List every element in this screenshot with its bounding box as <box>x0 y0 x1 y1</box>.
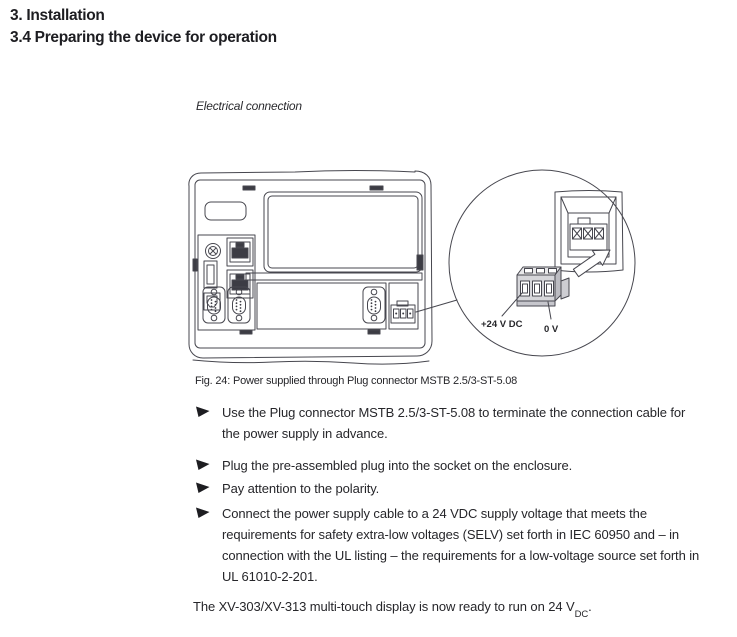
closing-subscript: DC <box>574 608 589 620</box>
ethernet-port-1 <box>227 238 253 266</box>
label-positive-24vdc: +24 V DC <box>481 319 523 330</box>
rear-cover-outer <box>264 192 422 272</box>
zoom-detail-circle <box>449 170 635 356</box>
power-connection-figure <box>185 163 685 365</box>
serial-port-2 <box>228 287 250 323</box>
serial-port-3 <box>363 287 385 323</box>
section-heading-line1: 3. Installation <box>10 7 105 24</box>
step-text: Plug the pre-assembled plug into the socket on the enclosure. <box>222 458 573 473</box>
cover-right-clip <box>417 255 423 270</box>
device-torn-edge <box>193 360 429 364</box>
rear-cover-inner <box>268 196 418 268</box>
step-arrow-icon <box>196 406 210 418</box>
top-clip-left <box>243 186 255 190</box>
plug-base <box>517 301 555 306</box>
socket-terminals <box>573 228 604 239</box>
insertion-arrow-icon <box>573 250 610 277</box>
zoom-circle-outline <box>449 170 635 356</box>
step-text: Connect the power supply cable to a 24 VDC supply voltage that meets the requirements for safety extra-low voltages (SELV) set forth in IEC 60950 and – in connection with the UL listing – the requirements for a low-voltage source set forth in UL 61010-2-201. <box>222 506 700 584</box>
step-arrow-icon <box>196 507 210 519</box>
section-heading <box>10 5 277 49</box>
section-heading-line2: 3.4 Preparing the device for operation <box>10 29 277 46</box>
plug-terminals <box>521 281 554 296</box>
closing-period: . <box>588 599 592 614</box>
closing-text: The XV-303/XV-313 multi-touch display is now ready to run on 24 V <box>193 599 575 614</box>
power-socket <box>391 301 415 323</box>
label-zero-volt: 0 V <box>544 324 559 335</box>
ethernet-port-2 <box>227 270 253 298</box>
bottom-clip-right <box>368 330 380 334</box>
figure-caption: Fig. 24: Power supplied through Plug connector MSTB 2.5/3-ST-5.08 <box>195 375 518 387</box>
step-arrow-icon <box>196 459 210 471</box>
left-edge-clip <box>193 259 197 271</box>
step-arrow-icon <box>196 482 210 494</box>
instruction-list <box>196 402 701 598</box>
plug-connector <box>517 267 569 306</box>
rating-plate <box>205 202 246 220</box>
usb-a-port <box>204 261 217 288</box>
plug-side-tab <box>561 278 569 299</box>
top-clip-right <box>370 186 383 190</box>
usb-b-port <box>204 293 220 310</box>
step-text: Use the Plug connector MSTB 2.5/3-ST-5.08 to terminate the connection cable for the power supply in advance. <box>222 405 686 441</box>
instruction-step <box>196 503 701 587</box>
cover-tray <box>246 273 422 280</box>
zoom-leader-line <box>416 300 457 312</box>
instruction-step <box>196 478 701 499</box>
expansion-panel <box>257 283 386 329</box>
serial-port-1 <box>203 287 225 323</box>
device-rear-diagram <box>189 171 432 365</box>
instruction-step <box>196 455 701 476</box>
bottom-clip-left <box>240 330 252 334</box>
margin-note-electrical-connection: Electrical connection <box>196 99 302 113</box>
closing-statement <box>193 599 592 618</box>
instruction-step <box>196 402 701 444</box>
step-text: Pay attention to the polarity. <box>222 481 380 496</box>
